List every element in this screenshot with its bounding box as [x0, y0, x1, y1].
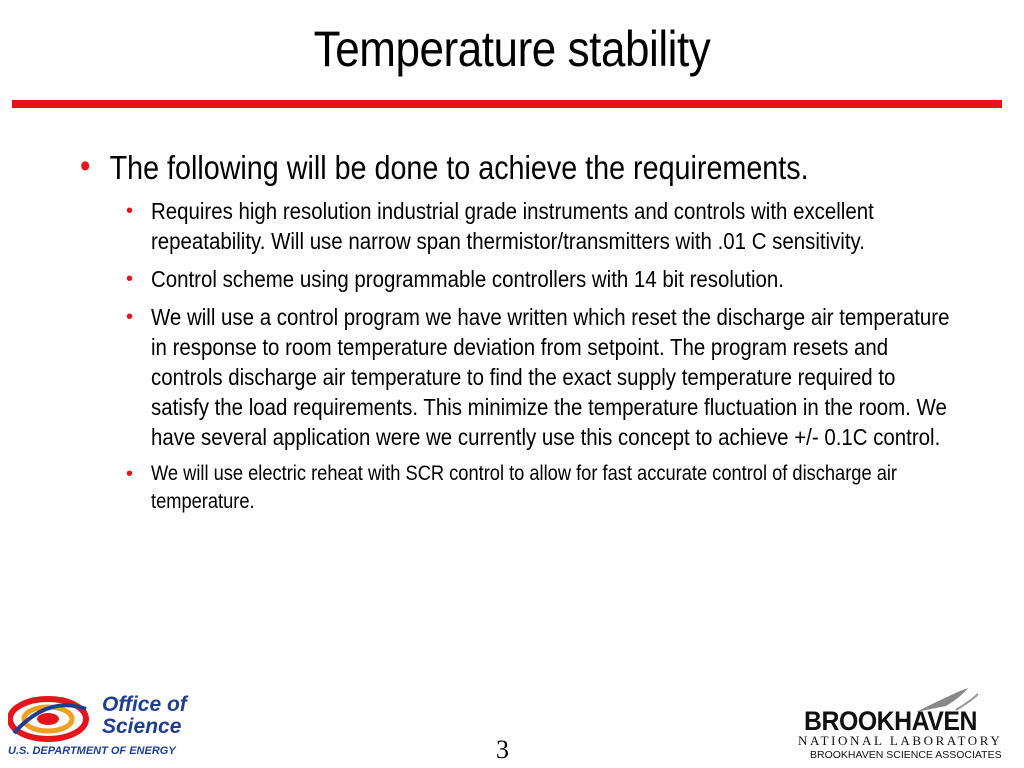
bullet-icon: •: [126, 268, 134, 290]
brookhaven-logo: [796, 686, 1016, 766]
office-of-science-line2: Science: [102, 715, 182, 738]
title-divider: [12, 100, 1002, 108]
doe-subtitle: U.S. DEPARTMENT OF ENERGY: [8, 745, 176, 757]
slide-title: Temperature stability: [313, 21, 711, 77]
slide-content: [80, 146, 980, 524]
bullet-icon: •: [126, 200, 134, 222]
page-number: 3: [496, 735, 509, 764]
doe-science-logo-icon: [8, 693, 92, 747]
sub-bullet-text: We will use electric reheat with SCR control to allow for fast accurate control of discharge air temperature.: [151, 462, 898, 513]
office-of-science-logo: [8, 693, 218, 759]
sub-bullet-item: [126, 196, 951, 256]
main-bullet-item: [80, 146, 863, 190]
bullet-icon: •: [80, 147, 91, 185]
sub-bullet-list: [80, 196, 980, 516]
sub-bullet-text: We will use a control program we have written which reset the discharge air temperature in response to room temperature deviation from setpoint. The program resets and controls discharge air temperature to find the exact supply temperature required to satisfy the load requirements. This minimize the temperature fluctuation in the room. We have several application were we currently use this concept to achieve +/- 0.1C control.: [151, 304, 950, 450]
main-bullet-text: The following will be done to achieve the requirements.: [109, 149, 809, 186]
sub-bullet-text: Requires high resolution industrial grade instruments and controls with excellent repeatability. Will use narrow span thermistor/transmitters with .01 C sensitivity.: [151, 198, 874, 254]
office-of-science-line1: Office of: [102, 693, 187, 716]
brookhaven-associates: BROOKHAVEN SCIENCE ASSOCIATES: [810, 749, 1002, 761]
sub-bullet-item: [126, 302, 951, 452]
brookhaven-subtitle: NATIONAL LABORATORY: [798, 733, 1003, 748]
sub-bullet-text: Control scheme using programmable controllers with 14 bit resolution.: [151, 266, 784, 292]
sub-bullet-item: [126, 460, 951, 516]
bullet-icon: •: [126, 463, 134, 485]
brookhaven-name: BROOKHAVEN: [804, 706, 977, 736]
bullet-icon: •: [126, 306, 134, 328]
sub-bullet-item: [126, 264, 951, 294]
